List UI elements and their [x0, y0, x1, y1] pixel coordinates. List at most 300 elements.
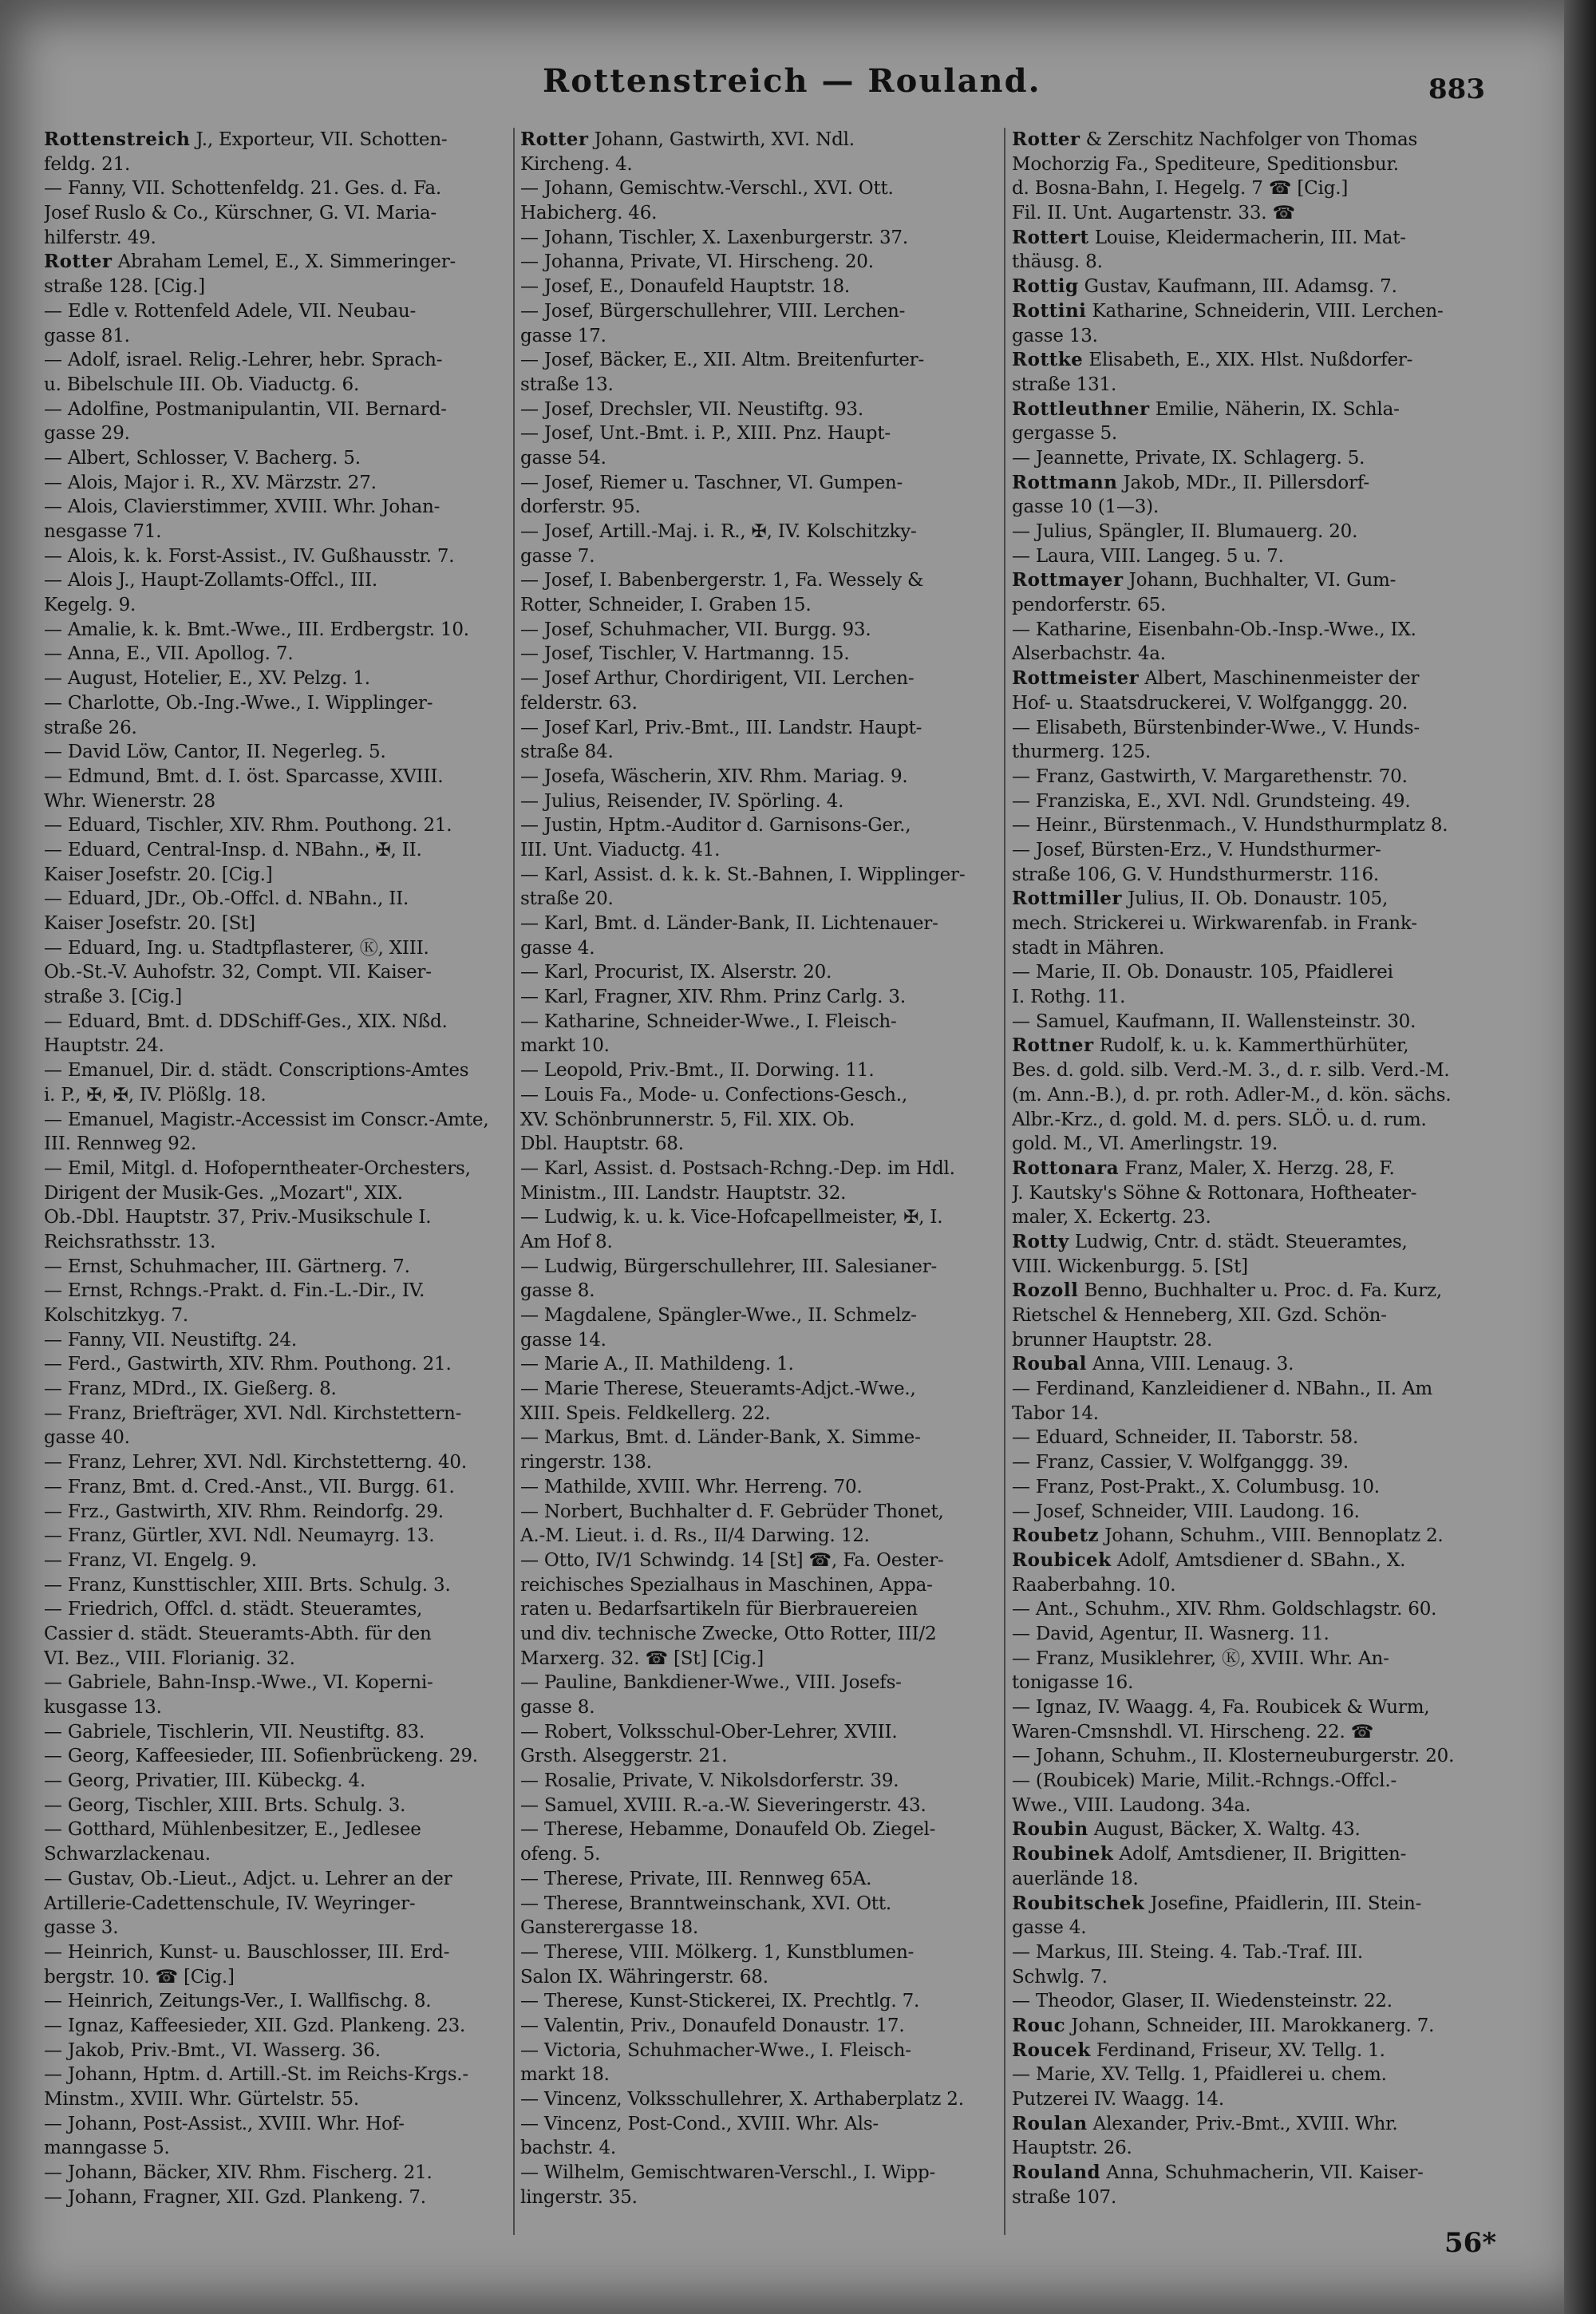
directory-line: — Pauline, Bankdiener-Wwe., VIII. Josefs-	[520, 1672, 902, 1694]
directory-line: — Josef, I. Babenbergerstr. 1, Fa. Wessely &	[520, 570, 924, 591]
surname-heading: Rottner	[1012, 1034, 1094, 1057]
directory-line: — Josef, E., Donaufeld Hauptstr. 18.	[520, 276, 851, 298]
directory-line: Ministm., III. Landstr. Hauptstr. 32.	[520, 1182, 847, 1204]
directory-line: Schwlg. 7.	[1012, 1966, 1108, 1988]
directory-line: — Gustav, Ob.-Lieut., Adjct. u. Lehrer an der	[44, 1868, 452, 1889]
surname-heading: Rottke	[1012, 349, 1084, 371]
directory-line: Fil. II. Unt. Augartenstr. 33. ☎	[1012, 203, 1295, 224]
directory-line: Marxerg. 32. ☎ [St] [Cig.]	[520, 1647, 764, 1669]
directory-line: ofeng. 5.	[520, 1844, 601, 1865]
directory-line: — Johann, Bäcker, XIV. Rhm. Fischerg. 21.	[44, 2162, 433, 2184]
directory-line: (m. Ann.-B.), d. pr. roth. Adler-M., d. kön. sächs.	[1012, 1084, 1452, 1106]
page-header-title: Rottenstreich — Rouland.	[543, 62, 1041, 100]
directory-line: — Josef, Tischler, V. Hartmanng. 15.	[520, 643, 850, 665]
directory-line: — Franz, Bmt. d. Cred.-Anst., VII. Burgg. 61.	[44, 1476, 455, 1497]
directory-line: — Marie A., II. Mathildeng. 1.	[520, 1354, 794, 1375]
directory-line: A.-M. Lieut. i. d. Rs., II/4 Darwing. 12.	[520, 1525, 870, 1547]
directory-line: — Julius, Reisender, IV. Spörling. 4.	[520, 790, 844, 812]
directory-line: Kegelg. 9.	[44, 595, 136, 616]
directory-line: — Josef, Artill.-Maj. i. R., ✠, IV. Kolschitzky-	[520, 521, 917, 542]
directory-line: Ob.-St.-V. Auhofstr. 32, Compt. VII. Kaiser-	[44, 962, 432, 983]
directory-line: — Franz, VI. Engelg. 9.	[44, 1549, 257, 1571]
directory-line: Dirigent der Musik-Ges. „Mozart", XIX.	[44, 1182, 403, 1204]
directory-line: und div. technische Zwecke, Otto Rotter, III/2	[520, 1623, 937, 1644]
directory-line: — Amalie, k. k. Bmt.-Wwe., III. Erdbergstr. 10.	[44, 619, 469, 640]
directory-line: hilferstr. 49.	[44, 227, 156, 248]
directory-line: straße 84.	[520, 742, 614, 763]
directory-line: Artillerie-Cadettenschule, IV. Weyringer-	[44, 1893, 416, 1914]
directory-line: Reichsrathsstr. 13.	[44, 1231, 216, 1252]
directory-line: — Ludwig, Bürgerschullehrer, III. Salesianer-	[520, 1256, 938, 1277]
directory-line: Schwarzlackenau.	[44, 1844, 211, 1865]
directory-line	[1012, 2112, 1562, 2137]
directory-line: straße 107.	[1012, 2186, 1117, 2208]
directory-line: Kircheng. 4.	[520, 153, 633, 175]
directory-line: Rietschel & Henneberg, XII. Gzd. Schön-	[1012, 1305, 1387, 1326]
surname-heading: Rotty	[1012, 1230, 1069, 1252]
directory-line: — Eduard, Schneider, II. Taborstr. 58.	[1012, 1427, 1359, 1449]
directory-line: I. Rothg. 11.	[1012, 987, 1126, 1008]
directory-line: — Alois J., Haupt-Zollamts-Offcl., III.	[44, 570, 377, 591]
directory-line: — Josef, Riemer u. Taschner, VI. Gumpen-	[520, 472, 903, 493]
directory-line: — Georg, Tischler, XIII. Brts. Schulg. 3.	[44, 1794, 406, 1816]
directory-line: VI. Bez., VIII. Florianig. 32.	[44, 1647, 295, 1669]
directory-line: — Karl, Assist. d. k. k. St.-Bahnen, I. Wipplinger-	[520, 864, 966, 885]
directory-line: — Josef, Unt.-Bmt. i. P., XIII. Pnz. Haupt-	[520, 423, 891, 445]
surname-heading: Rottini	[1012, 299, 1087, 322]
directory-line: gasse 29.	[44, 423, 130, 445]
directory-line: Whr. Wienerstr. 28	[44, 790, 215, 812]
directory-line: — Alois, Major i. R., XV. Märzstr. 27.	[44, 472, 377, 493]
surname-heading: Roulan	[1012, 2112, 1088, 2134]
surname-heading: Rottmeister	[1012, 667, 1140, 690]
directory-line: Ob.-Dbl. Hauptstr. 37, Priv.-Musikschule I.	[44, 1207, 432, 1228]
directory-line: Alserbachstr. 4a.	[1012, 643, 1166, 665]
directory-line: Kolschitzkyg. 7.	[44, 1305, 189, 1326]
directory-line: — Ernst, Schuhmacher, III. Gärtnerg. 7.	[44, 1256, 410, 1277]
directory-line: — Emanuel, Magistr.-Accessist im Conscr.-Amte,	[44, 1109, 489, 1130]
directory-line	[1012, 1549, 1562, 1573]
directory-line: Salon IX. Währingerstr. 68.	[520, 1966, 768, 1988]
entry-text: Emilie, Näherin, IX. Schla-	[1149, 398, 1400, 420]
entry-text: Benno, Buchhalter u. Proc. d. Fa. Kurz,	[1078, 1280, 1442, 1302]
directory-line: — Johann, Gemischtw.-Verschl., XVI. Ott.	[520, 178, 894, 200]
page-number: 883	[1428, 73, 1485, 105]
directory-line: — Anna, E., VII. Apollog. 7.	[44, 643, 294, 665]
directory-line	[1012, 568, 1562, 593]
directory-line	[1012, 348, 1562, 373]
directory-line: gasse 14.	[520, 1329, 606, 1351]
directory-line: — Vincenz, Volksschullehrer, X. Arthaberplatz 2.	[520, 2089, 964, 2110]
column-divider	[513, 128, 515, 2235]
surname-heading: Rouland	[1012, 2162, 1101, 2184]
entry-text: Ferdinand, Friseur, XV. Tellg. 1.	[1090, 2039, 1385, 2061]
directory-line: — Marie, II. Ob. Donaustr. 105, Pfaidlerei	[1012, 962, 1393, 983]
directory-line: straße 20.	[520, 888, 614, 910]
directory-line: — Alois, Clavierstimmer, XVIII. Whr. Johan-	[44, 496, 440, 518]
directory-line: — (Roubicek) Marie, Milit.-Rchngs.-Offcl.-	[1012, 1770, 1397, 1792]
directory-line: manngasse 5.	[44, 2138, 170, 2159]
directory-line: markt 10.	[520, 1035, 610, 1057]
directory-line: — Vincenz, Post-Cond., XVIII. Whr. Als-	[520, 2113, 879, 2134]
directory-line: — Franz, Post-Prakt., X. Columbusg. 10.	[1012, 1476, 1380, 1497]
directory-line	[1012, 128, 1562, 152]
directory-line	[1012, 398, 1562, 422]
directory-line: — Josef, Drechsler, VII. Neustiftg. 93.	[520, 398, 863, 420]
directory-line: — Ludwig, k. u. k. Vice-Hofcapellmeister, ✠, I.	[520, 1207, 943, 1228]
entry-text: Albert, Maschinenmeister der	[1139, 668, 1420, 690]
directory-line: gasse 7.	[520, 545, 595, 567]
directory-line: markt 18.	[520, 2064, 610, 2086]
entry-text: Josefine, Pfaidlerin, III. Stein-	[1144, 1893, 1422, 1914]
directory-line: — Franz, Musiklehrer, Ⓚ, XVIII. Whr. An-	[1012, 1647, 1389, 1669]
surname-heading: Roubicek	[1012, 1549, 1112, 1571]
directory-line: d. Bosna-Bahn, I. Hegelg. 7 ☎ [Cig.]	[1012, 178, 1349, 200]
directory-line: — Therese, Kunst-Stickerei, IX. Prechtlg. 7.	[520, 1991, 920, 2012]
entry-text: Johann, Gastwirth, XVI. Ndl.	[588, 129, 855, 150]
directory-line: — Laura, VIII. Langeg. 5 u. 7.	[1012, 545, 1284, 567]
directory-line: — Markus, Bmt. d. Länder-Bank, X. Simme-	[520, 1427, 921, 1449]
surname-heading: Rotter	[44, 251, 113, 273]
directory-line: — Gotthard, Mühlenbesitzer, E., Jedlesee	[44, 1819, 421, 1841]
directory-line: bergstr. 10. ☎ [Cig.]	[44, 1966, 235, 1988]
directory-line: auerlände 18.	[1012, 1868, 1139, 1889]
directory-line: — Georg, Kaffeesieder, III. Sofienbrückeng. 29.	[44, 1746, 478, 1767]
directory-line: gasse 54.	[520, 447, 606, 469]
entry-text: Elisabeth, E., XIX. Hlst. Nußdorfer-	[1083, 350, 1413, 371]
directory-line: — Heinrich, Kunst- u. Bauschlosser, III. Erd-	[44, 1941, 450, 1963]
directory-line: gold. M., VI. Amerlingstr. 19.	[1012, 1133, 1278, 1155]
surname-heading: Rottenstreich	[44, 129, 191, 150]
directory-line: — Karl, Fragner, XIV. Rhm. Prinz Carlg. 3.	[520, 987, 906, 1008]
directory-line: — Johann, Fragner, XII. Gzd. Plankeng. 7.	[44, 2186, 426, 2208]
directory-line: — Ferd., Gastwirth, XIV. Rhm. Pouthong. 21.	[44, 1354, 452, 1375]
directory-line: — Josef, Schuhmacher, VII. Burgg. 93.	[520, 619, 871, 640]
surname-heading: Rottmayer	[1012, 569, 1124, 591]
directory-line: — Eduard, Ing. u. Stadtpflasterer, Ⓚ, XIII.	[44, 937, 429, 959]
directory-line	[1012, 226, 1562, 251]
directory-line: gasse 3.	[44, 1917, 119, 1939]
surname-heading: Roubal	[1012, 1353, 1087, 1375]
directory-line: — Fanny, VII. Neustiftg. 24.	[44, 1329, 298, 1351]
directory-line: — Franz, Gastwirth, V. Margarethenstr. 70.	[1012, 765, 1408, 787]
surname-heading: Rottmiller	[1012, 888, 1123, 910]
surname-heading: Rottert	[1012, 226, 1089, 248]
entry-text: Louise, Kleidermacherin, III. Mat-	[1088, 227, 1406, 248]
directory-line: tonigasse 16.	[1012, 1672, 1134, 1694]
directory-line: Cassier d. städt. Steueramts-Abth. für den	[44, 1623, 432, 1644]
column-3	[1012, 128, 1562, 2209]
surname-heading: Rouc	[1012, 2014, 1066, 2036]
surname-heading: Roucek	[1012, 2039, 1091, 2061]
directory-line: — Josef, Bürgerschullehrer, VIII. Lerchen-	[520, 300, 906, 322]
directory-line: — Franz, MDrd., IX. Gießerg. 8.	[44, 1379, 337, 1400]
directory-line: — Johanna, Private, VI. Hirscheng. 20.	[520, 251, 874, 273]
directory-line	[1012, 1157, 1562, 1181]
entry-text: Gustav, Kaufmann, III. Adamsg. 7.	[1078, 276, 1397, 298]
directory-line: gasse 8.	[520, 1697, 595, 1718]
directory-line: — Frz., Gastwirth, XIV. Rhm. Reindorfg. 29.	[44, 1501, 444, 1522]
entry-text: Rudolf, k. u. k. Kammerthürhüter,	[1093, 1035, 1409, 1057]
directory-line: bachstr. 4.	[520, 2138, 617, 2159]
directory-line: — Fanny, VII. Schottenfeldg. 21. Ges. d. Fa.	[44, 178, 442, 200]
directory-line: — Josefa, Wäscherin, XIV. Rhm. Mariag. 9.	[520, 765, 908, 787]
directory-line: — Katharine, Schneider-Wwe., I. Fleisch-	[520, 1011, 897, 1032]
directory-line: — Katharine, Eisenbahn-Ob.-Insp.-Wwe., IX.	[1012, 619, 1416, 640]
directory-line: — Karl, Procurist, IX. Alserstr. 20.	[520, 962, 832, 983]
directory-line: — David Löw, Cantor, II. Negerleg. 5.	[44, 742, 386, 763]
directory-line: — Marie, XV. Tellg. 1, Pfaidlerei u. chem.	[1012, 2064, 1387, 2086]
directory-line: — Rosalie, Private, V. Nikolsdorferstr. 39.	[520, 1770, 899, 1792]
directory-line: lingerstr. 35.	[520, 2186, 638, 2208]
directory-line: — Albert, Schlosser, V. Bacherg. 5.	[44, 447, 361, 469]
directory-line: gasse 17.	[520, 325, 606, 346]
directory-line: Gansterergasse 18.	[520, 1917, 699, 1939]
directory-line	[1012, 1034, 1562, 1058]
directory-line: — Josef Arthur, Chordirigent, VII. Lerchen-	[520, 668, 915, 690]
directory-line: — Robert, Volksschul-Ober-Lehrer, XVIII.	[520, 1721, 898, 1742]
directory-line: — Adolfine, Postmanipulantin, VII. Bernard-	[44, 398, 447, 420]
directory-line: maler, X. Eckertg. 23.	[1012, 1207, 1211, 1228]
directory-line: Kaiser Josefstr. 20. [St]	[44, 913, 255, 934]
directory-line: gasse 10 (1—3).	[1012, 496, 1159, 518]
entry-text: Franz, Maler, X. Herzg. 28, F.	[1119, 1157, 1395, 1179]
directory-line: pendorferstr. 65.	[1012, 595, 1167, 616]
directory-line: — Franz, Briefträger, XVI. Ndl. Kirchstettern-	[44, 1402, 462, 1424]
directory-line: Raaberbahng. 10.	[1012, 1574, 1176, 1596]
directory-line: — Justin, Hptm.-Auditor d. Garnisons-Ger.,	[520, 815, 911, 837]
directory-line: — Johann, Tischler, X. Laxenburgerstr. 37.	[520, 227, 908, 248]
directory-line: mech. Strickerei u. Wirkwarenfab. in Frank-	[1012, 913, 1417, 934]
directory-line: — Elisabeth, Bürstenbinder-Wwe., V. Hunds-	[1012, 717, 1420, 738]
directory-line: Dbl. Hauptstr. 68.	[520, 1133, 684, 1155]
directory-line: u. Bibelschule III. Ob. Viaductg. 6.	[44, 374, 360, 395]
column-divider	[1004, 128, 1005, 2235]
directory-line	[1012, 1842, 1562, 1867]
directory-line: XIII. Speis. Feldkellerg. 22.	[520, 1402, 771, 1424]
directory-line: — Jeannette, Private, IX. Schlagerg. 5.	[1012, 447, 1365, 469]
directory-line: — Franz, Gürtler, XVI. Ndl. Neumayrg. 13.	[44, 1525, 435, 1547]
entry-text: Johann, Schneider, III. Marokkanerg. 7.	[1065, 2015, 1435, 2036]
directory-line: VIII. Wickenburgg. 5. [St]	[1012, 1256, 1248, 1277]
directory-line: — Emanuel, Dir. d. städt. Conscriptions-Amtes	[44, 1060, 469, 1082]
entry-text: Johann, Schuhm., VIII. Bennoplatz 2.	[1099, 1525, 1444, 1547]
directory-line: — Heinr., Bürstenmach., V. Hundsthurmplatz 8.	[1012, 815, 1448, 837]
directory-line: — Johann, Hptm. d. Artill.-St. im Reichs-Krgs.-	[44, 2064, 468, 2086]
directory-line: gasse 40.	[44, 1427, 130, 1449]
entry-text: Jakob, MDr., II. Pillersdorf-	[1117, 472, 1369, 493]
surname-heading: Rottmann	[1012, 471, 1118, 493]
directory-line: straße 106, G. V. Hundsthurmerstr. 116.	[1012, 864, 1379, 885]
entry-text: Alexander, Priv.-Bmt., XVIII. Whr.	[1087, 2113, 1398, 2134]
directory-line: — Wilhelm, Gemischtwaren-Verschl., I. Wipp-	[520, 2162, 936, 2184]
directory-line: — Victoria, Schuhmacher-Wwe., I. Fleisch-	[520, 2039, 911, 2061]
directory-line: gasse 4.	[1012, 1917, 1087, 1939]
directory-line: — Heinrich, Zeitungs-Ver., I. Wallfischg. 8.	[44, 1991, 432, 2012]
directory-line	[44, 250, 508, 275]
directory-line: Am Hof 8.	[520, 1231, 613, 1252]
directory-line: — Josef Karl, Priv.-Bmt., III. Landstr. Haupt-	[520, 717, 922, 738]
entry-text: August, Bäcker, X. Waltg. 43.	[1088, 1819, 1361, 1841]
directory-line: — Mathilde, XVIII. Whr. Herreng. 70.	[520, 1476, 863, 1497]
sheet-signature: 56*	[1444, 2227, 1497, 2259]
directory-line	[1012, 1818, 1562, 1842]
directory-line: feldg. 21.	[44, 153, 131, 175]
column-2	[520, 128, 999, 2209]
directory-line: reichisches Spezialhaus in Maschinen, Appa-	[520, 1574, 933, 1596]
directory-line: straße 26.	[44, 717, 137, 738]
directory-line: — Franziska, E., XVI. Ndl. Grundsteing. 49.	[1012, 790, 1411, 812]
directory-line: — Samuel, Kaufmann, II. Wallensteinstr. 30.	[1012, 1011, 1416, 1032]
directory-line: thurmerg. 125.	[1012, 742, 1152, 763]
directory-line: — Eduard, Tischler, XIV. Rhm. Pouthong. 21.	[44, 815, 452, 837]
directory-line: thäusg. 8.	[1012, 251, 1103, 273]
entry-text: J., Exporteur, VII. Schotten-	[190, 129, 448, 150]
surname-heading: Rozoll	[1012, 1280, 1079, 1302]
directory-line	[1012, 275, 1562, 299]
directory-line: — Eduard, Central-Insp. d. NBahn., ✠, II.	[44, 839, 422, 860]
directory-line: Mochorzig Fa., Spediteure, Speditionsbur.	[1012, 153, 1399, 175]
entry-text: Ludwig, Cntr. d. städt. Steueramtes,	[1069, 1231, 1408, 1252]
directory-line: — Josef, Bürsten-Erz., V. Hundsthurmer-	[1012, 839, 1381, 860]
directory-line: raten u. Bedarfsartikeln für Bierbrauereien	[520, 1599, 918, 1620]
directory-line	[44, 128, 508, 152]
directory-line: dorferstr. 95.	[520, 496, 641, 518]
directory-line: Tabor 14.	[1012, 1402, 1099, 1424]
scan-edge	[1564, 0, 1596, 2314]
directory-line: — Norbert, Buchhalter d. F. Gebrüder Thonet,	[520, 1501, 944, 1522]
directory-line: — Karl, Assist. d. Postsach-Rchng.-Dep. im Hdl.	[520, 1157, 955, 1179]
directory-line: gasse 4.	[520, 937, 595, 959]
directory-line: — Johann, Post-Assist., XVIII. Whr. Hof-	[44, 2113, 405, 2134]
directory-line	[1012, 667, 1562, 691]
directory-line: i. P., ✠, ✠, IV. Plößlg. 18.	[44, 1084, 267, 1106]
directory-line: — Charlotte, Ob.-Ing.-Wwe., I. Wipplinger-	[44, 692, 433, 714]
directory-line	[1012, 299, 1562, 324]
directory-line: nesgasse 71.	[44, 521, 162, 542]
surname-heading: Rottonara	[1012, 1157, 1120, 1179]
directory-line	[1012, 1352, 1562, 1377]
directory-line: — Marie Therese, Steueramts-Adjct.-Wwe.,	[520, 1379, 916, 1400]
directory-line: — Therese, Branntweinschank, XVI. Ott.	[520, 1893, 891, 1914]
directory-line: — Eduard, Bmt. d. DDSchiff-Ges., XIX. Nßd.	[44, 1011, 448, 1032]
directory-line: — Theodor, Glaser, II. Wiedensteinstr. 22.	[1012, 1991, 1393, 2012]
directory-line: III. Rennweg 92.	[44, 1133, 197, 1155]
directory-line	[1012, 1892, 1562, 1916]
surname-heading: Roubin	[1012, 1818, 1088, 1841]
directory-line: Rotter, Schneider, I. Graben 15.	[520, 595, 812, 616]
surname-heading: Rotter	[1012, 129, 1080, 150]
directory-line: straße 131.	[1012, 374, 1117, 395]
directory-line: Albr.-Krz., d. gold. M. d. pers. SLÖ. u. d. rum.	[1012, 1109, 1427, 1130]
directory-line: — Franz, Cassier, V. Wolfganggg. 39.	[1012, 1452, 1349, 1473]
directory-line: — Ignaz, Kaffeesieder, XII. Gzd. Plankeng. 23.	[44, 2015, 466, 2036]
directory-line: stadt in Mähren.	[1012, 937, 1165, 959]
column-1	[44, 128, 508, 2209]
directory-line: gasse 13.	[1012, 325, 1098, 346]
directory-line: Putzerei IV. Waagg. 14.	[1012, 2089, 1224, 2110]
directory-line: — Friedrich, Offcl. d. städt. Steueramtes,	[44, 1599, 423, 1620]
entry-text: & Zerschitz Nachfolger von Thomas	[1080, 129, 1418, 150]
directory-line	[1012, 2161, 1562, 2185]
directory-line: — Julius, Spängler, II. Blumauerg. 20.	[1012, 521, 1358, 542]
directory-line: straße 13.	[520, 374, 614, 395]
directory-line	[520, 128, 999, 152]
directory-line	[1012, 1230, 1562, 1255]
directory-line: — Adolf, israel. Relig.-Lehrer, hebr. Sprach-	[44, 350, 443, 371]
directory-line: gasse 81.	[44, 325, 130, 346]
directory-line: — Franz, Lehrer, XVI. Ndl. Kirchstetterng. 40.	[44, 1452, 467, 1473]
entry-text: Anna, VIII. Lenaug. 3.	[1086, 1354, 1294, 1375]
directory-line: Waren-Cmsnshdl. VI. Hirscheng. 22. ☎	[1012, 1721, 1374, 1742]
directory-line: — Valentin, Priv., Donaufeld Donaustr. 17.	[520, 2015, 905, 2036]
directory-line: — David, Agentur, II. Wasnerg. 11.	[1012, 1623, 1329, 1644]
directory-line: — Samuel, XVIII. R.-a.-W. Sieveringerstr. 43.	[520, 1794, 926, 1816]
directory-line: Hauptstr. 24.	[44, 1035, 164, 1057]
directory-line: — Therese, Private, III. Rennweg 65A.	[520, 1868, 872, 1889]
directory-line: — August, Hotelier, E., XV. Pelzg. 1.	[44, 668, 370, 690]
directory-line: — Franz, Kunsttischler, XIII. Brts. Schulg. 3.	[44, 1574, 451, 1596]
directory-line: Habicherg. 46.	[520, 203, 658, 224]
directory-line: J. Kautsky's Söhne & Rottonara, Hoftheater-	[1012, 1182, 1417, 1204]
directory-line: — Magdalene, Spängler-Wwe., II. Schmelz-	[520, 1305, 917, 1326]
directory-line: straße 3. [Cig.]	[44, 987, 183, 1008]
directory-line: gasse 8.	[520, 1280, 595, 1302]
directory-line: — Josef, Bäcker, E., XII. Altm. Breitenfurter-	[520, 350, 925, 371]
surname-heading: Roubitschek	[1012, 1892, 1145, 1914]
surname-heading: Rotter	[520, 129, 589, 150]
directory-line	[1012, 1524, 1562, 1549]
directory-line: — Therese, Hebamme, Donaufeld Ob. Ziegel-	[520, 1819, 936, 1841]
directory-line: — Eduard, JDr., Ob.-Offcl. d. NBahn., II.	[44, 888, 409, 910]
directory-line: felderstr. 63.	[520, 692, 638, 714]
directory-line: Grsth. Alseggerstr. 21.	[520, 1746, 728, 1767]
directory-line: Wwe., VIII. Laudong. 34a.	[1012, 1794, 1251, 1816]
entry-text: Katharine, Schneiderin, VIII. Lerchen-	[1086, 300, 1444, 322]
directory-line: — Ant., Schuhm., XIV. Rhm. Goldschlagstr. 60.	[1012, 1599, 1437, 1620]
directory-line: — Josef, Schneider, VIII. Laudong. 16.	[1012, 1501, 1360, 1522]
directory-line: straße 128. [Cig.]	[44, 276, 205, 298]
surname-heading: Roubinek	[1012, 1843, 1114, 1865]
directory-line: Minstm., XVIII. Whr. Gürtelstr. 55.	[44, 2089, 360, 2110]
entry-text: Anna, Schuhmacherin, VII. Kaiser-	[1100, 2162, 1424, 2184]
directory-line: kusgasse 13.	[44, 1697, 162, 1718]
directory-line: — Karl, Bmt. d. Länder-Bank, II. Lichtenauer-	[520, 913, 938, 934]
directory-line: — Edmund, Bmt. d. I. öst. Sparcasse, XVIII.	[44, 765, 444, 787]
directory-line	[1012, 471, 1562, 496]
directory-line	[1012, 2014, 1562, 2039]
directory-line	[1012, 887, 1562, 912]
directory-line: brunner Hauptstr. 28.	[1012, 1329, 1213, 1351]
directory-line: III. Unt. Viaductg. 41.	[520, 839, 721, 860]
directory-line: ringerstr. 138.	[520, 1452, 652, 1473]
directory-line: — Otto, IV/1 Schwindg. 14 [St] ☎, Fa. Oester-	[520, 1549, 944, 1571]
directory-line: — Johann, Schuhm., II. Klosterneuburgerstr. 20.	[1012, 1746, 1455, 1767]
directory-line: — Therese, VIII. Mölkerg. 1, Kunstblumen-	[520, 1941, 915, 1963]
directory-line: — Jakob, Priv.-Bmt., VI. Wasserg. 36.	[44, 2039, 381, 2061]
directory-line: — Alois, k. k. Forst-Assist., IV. Gußhausstr. 7.	[44, 545, 455, 567]
directory-line: — Emil, Mitgl. d. Hofoperntheater-Orchesters,	[44, 1157, 471, 1179]
directory-line: — Georg, Privatier, III. Kübeckg. 4.	[44, 1770, 365, 1792]
directory-line: Hauptstr. 26.	[1012, 2138, 1132, 2159]
directory-line: — Ernst, Rchngs.-Prakt. d. Fin.-L.-Dir., IV.	[44, 1280, 425, 1302]
directory-line: — Leopold, Priv.-Bmt., II. Dorwing. 11.	[520, 1060, 875, 1082]
directory-line: — Ferdinand, Kanzleidiener d. NBahn., II. Am	[1012, 1379, 1433, 1400]
surname-heading: Roubetz	[1012, 1525, 1100, 1547]
directory-line: XV. Schönbrunnerstr. 5, Fil. XIX. Ob.	[520, 1109, 855, 1130]
surname-heading: Rottig	[1012, 275, 1079, 298]
entry-text: Adolf, Amtsdiener d. SBahn., X.	[1111, 1549, 1406, 1571]
